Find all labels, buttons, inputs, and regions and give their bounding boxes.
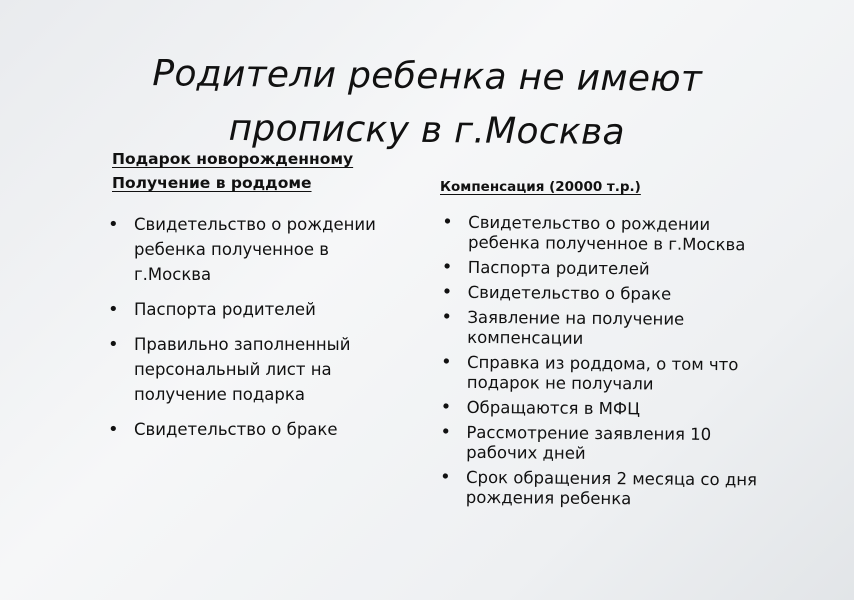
list-item: • Обращаются в МФЦ [441, 398, 761, 421]
right-column-heading: Компенсация (20000 т.р.) [440, 179, 641, 195]
left-column-list [108, 212, 408, 452]
list-item: • Свидетельство о рождении ребенка полученное в г.Москва [442, 213, 762, 256]
list-item: • Справка из роддома, о том что подарок не получали [441, 353, 761, 396]
list-item: • Заявление на получение компенсации [441, 308, 761, 351]
page-title [0, 46, 854, 163]
left-heading-line-2: Получение в роддоме [112, 174, 312, 192]
list-item: • Свидетельство о браке [442, 283, 762, 306]
page-title-line-1: Родители ребенка не имеют [152, 53, 703, 100]
left-column-heading [112, 147, 353, 195]
list-item: • Свидетельство о рождении ребенка полученное в г.Москва [108, 212, 408, 287]
page-title-line-2: прописку в г.Москва [228, 107, 626, 154]
list-item: • Рассмотрение заявления 10 рабочих дней [440, 423, 760, 466]
list-item: • Свидетельство о браке [108, 417, 408, 442]
left-heading-line-1: Подарок новорожденному [112, 150, 354, 168]
list-item: • Правильно заполненный персональный лист на получение подарка [108, 332, 408, 407]
list-item: • Паспорта родителей [108, 297, 408, 322]
list-item: • Срок обращения 2 месяца со дня рождения ребенка [440, 468, 760, 511]
list-item: • Паспорта родителей [442, 258, 762, 281]
right-column-list [440, 213, 763, 516]
